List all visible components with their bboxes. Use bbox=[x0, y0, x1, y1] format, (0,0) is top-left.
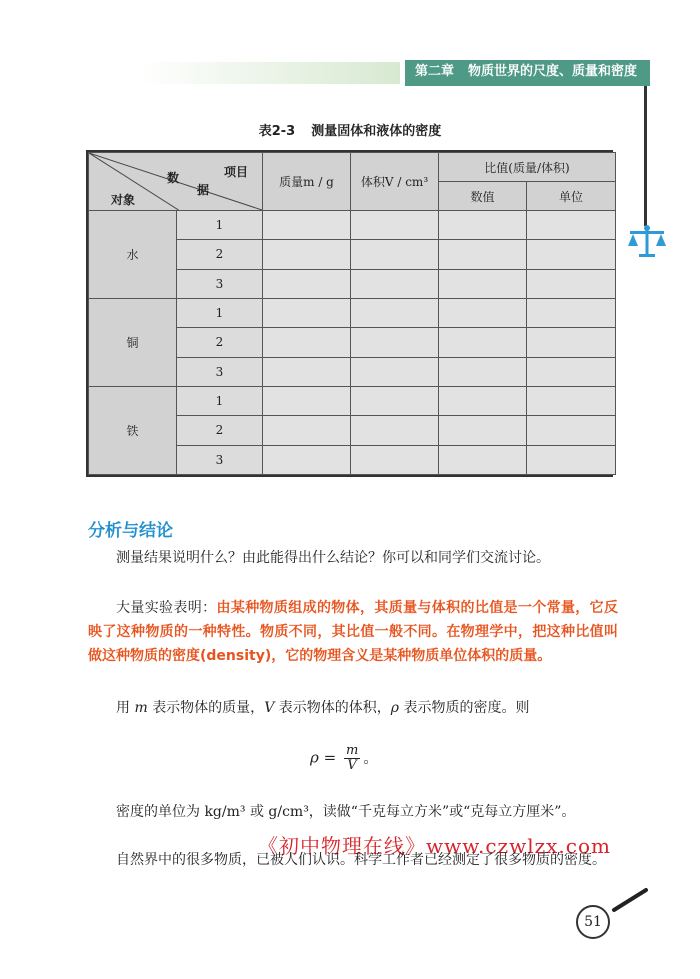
trial-number: 2 bbox=[177, 240, 263, 269]
formula-numerator: m bbox=[345, 743, 359, 758]
mass-cell bbox=[263, 386, 351, 415]
mass-cell bbox=[263, 269, 351, 298]
trial-number: 2 bbox=[177, 328, 263, 357]
symbol-text-d: 表示物质的密度。则 bbox=[403, 700, 530, 716]
mass-cell bbox=[263, 357, 351, 386]
header-decoration bbox=[140, 62, 400, 84]
definition-highlight: 由某种物质组成的物体，其质量与体积的比值是一个常量，它反映了这种物质的一种特性。物质不同，其比值一般不同。在物理学中，把这种比值叫做这种物质的密度(density)，它的物理含义是某种物质单位体积的质量。 bbox=[88, 600, 619, 664]
unit-paragraph: 密度的单位为 kg/m³ 或 g/cm³，读做“千克每立方米”或“克每立方厘米”。 bbox=[116, 804, 576, 820]
trial-number: 3 bbox=[177, 445, 263, 474]
table-title: 测量固体和液体的密度 bbox=[311, 124, 442, 139]
volume-column-header: 体积V / cm³ bbox=[351, 153, 439, 211]
chapter-number: 第二章 bbox=[415, 64, 455, 79]
object-copper: 铜 bbox=[89, 298, 177, 386]
watermark: 《初中物理在线》www.czwlzx.com bbox=[258, 834, 611, 858]
ratio-unit-cell bbox=[527, 211, 616, 240]
volume-cell bbox=[351, 211, 439, 240]
ratio-value-cell bbox=[439, 240, 527, 269]
ratio-value-cell bbox=[439, 211, 527, 240]
object-water: 水 bbox=[89, 211, 177, 299]
trial-number: 1 bbox=[177, 298, 263, 327]
ratio-unit-cell bbox=[527, 386, 616, 415]
object-iron: 铁 bbox=[89, 386, 177, 474]
volume-cell bbox=[351, 240, 439, 269]
trial-number: 2 bbox=[177, 416, 263, 445]
volume-cell bbox=[351, 357, 439, 386]
ratio-value-cell bbox=[439, 416, 527, 445]
chapter-header bbox=[405, 60, 650, 84]
volume-cell bbox=[351, 445, 439, 474]
header-data-label-1: 数 bbox=[167, 171, 180, 185]
ratio-unit-cell bbox=[527, 298, 616, 327]
volume-cell bbox=[351, 386, 439, 415]
symbol-m: m bbox=[134, 700, 148, 716]
volume-cell bbox=[351, 416, 439, 445]
symbol-text-b: 表示物体的质量， bbox=[152, 700, 265, 716]
volume-cell bbox=[351, 269, 439, 298]
closing-paragraph: 自然界中的很多物质，已被人们认识。科学工作者已经测定了很多物质的密度。 bbox=[116, 852, 606, 868]
mass-cell bbox=[263, 298, 351, 327]
ratio-unit-cell bbox=[527, 445, 616, 474]
density-formula bbox=[310, 744, 378, 773]
header-object-label: 对象 bbox=[111, 193, 136, 207]
diagonal-header-cell bbox=[89, 153, 263, 211]
formula-fraction bbox=[344, 744, 360, 773]
formula-denominator: V bbox=[347, 758, 357, 773]
trial-number: 1 bbox=[177, 211, 263, 240]
ratio-value-cell bbox=[439, 298, 527, 327]
symbol-text-c: 表示物体的体积， bbox=[278, 700, 391, 716]
volume-cell bbox=[351, 328, 439, 357]
mass-cell bbox=[263, 445, 351, 474]
header-rule bbox=[405, 84, 650, 86]
ratio-unit-cell bbox=[527, 416, 616, 445]
magnifier-icon bbox=[600, 886, 650, 916]
ratio-value-cell bbox=[439, 386, 527, 415]
table-row bbox=[89, 298, 616, 327]
mass-cell bbox=[263, 328, 351, 357]
side-rule bbox=[644, 86, 647, 226]
ratio-unit-cell bbox=[527, 240, 616, 269]
trial-number: 1 bbox=[177, 386, 263, 415]
ratio-unit-cell bbox=[527, 357, 616, 386]
mass-cell bbox=[263, 240, 351, 269]
chapter-title: 物质世界的尺度、质量和密度 bbox=[468, 64, 638, 79]
trial-number: 3 bbox=[177, 269, 263, 298]
volume-cell bbox=[351, 298, 439, 327]
ratio-unit-cell bbox=[527, 269, 616, 298]
ratio-value-cell bbox=[439, 357, 527, 386]
mass-column-header: 质量m / g bbox=[263, 153, 351, 211]
mass-cell bbox=[263, 211, 351, 240]
density-table bbox=[86, 150, 613, 477]
unit-column-header: 单位 bbox=[527, 182, 616, 211]
balance-scale-icon bbox=[626, 222, 668, 260]
symbol-v: V bbox=[264, 700, 275, 716]
mass-cell bbox=[263, 416, 351, 445]
ratio-value-cell bbox=[439, 269, 527, 298]
formula-lhs: ρ = bbox=[310, 748, 337, 767]
ratio-column-header: 比值(质量/体积) bbox=[439, 153, 616, 182]
symbol-paragraph bbox=[88, 696, 618, 720]
symbol-text-a: 用 bbox=[116, 700, 130, 716]
formula-end: 。 bbox=[363, 748, 379, 767]
table-caption bbox=[0, 120, 700, 139]
definition-lead: 大量实验表明： bbox=[116, 600, 217, 616]
section-title: 分析与结论 bbox=[88, 521, 173, 541]
page-number: 51 bbox=[576, 905, 610, 939]
ratio-value-cell bbox=[439, 445, 527, 474]
trial-number: 3 bbox=[177, 357, 263, 386]
header-data-label-2: 据 bbox=[197, 183, 210, 197]
table-number: 表2-3 bbox=[258, 124, 296, 139]
symbol-rho: ρ bbox=[390, 700, 399, 716]
header-item-label: 项目 bbox=[223, 165, 248, 179]
ratio-unit-cell bbox=[527, 328, 616, 357]
definition-paragraph bbox=[88, 596, 618, 668]
question-paragraph: 测量结果说明什么？由此能得出什么结论？你可以和同学们交流讨论。 bbox=[116, 550, 550, 566]
value-column-header: 数值 bbox=[439, 182, 527, 211]
table-row bbox=[89, 386, 616, 415]
table-row bbox=[89, 211, 616, 240]
ratio-value-cell bbox=[439, 328, 527, 357]
